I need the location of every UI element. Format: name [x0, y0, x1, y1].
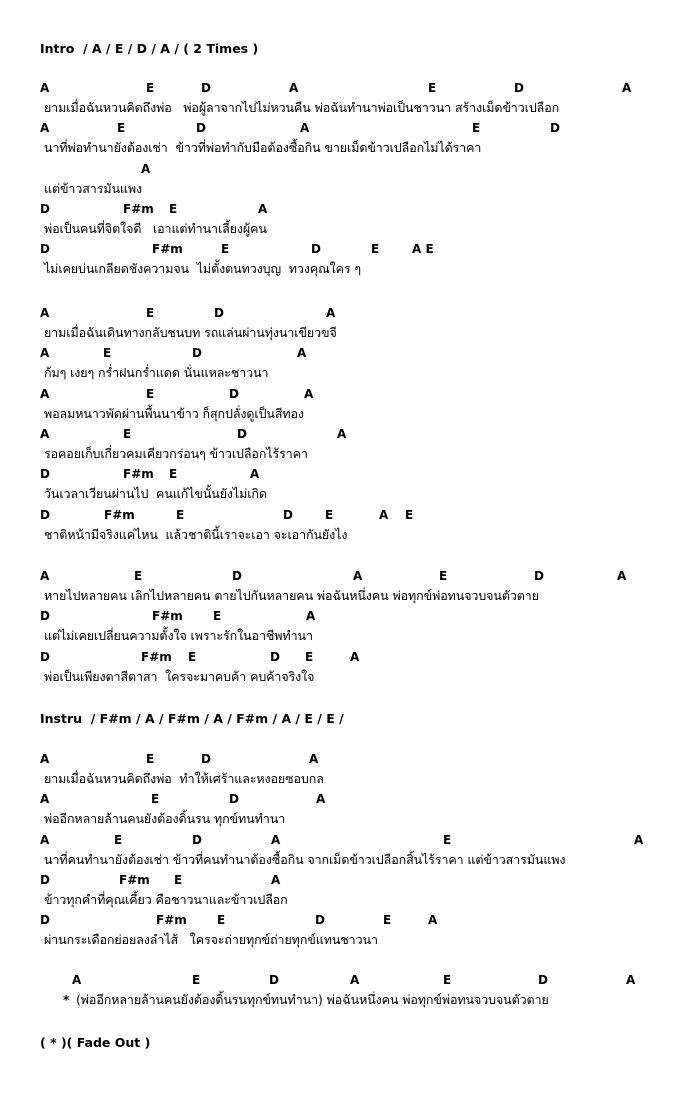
chord: F#m	[141, 650, 172, 664]
lyric-line: (พ่ออีกหลายล้านคนยังต้องดิ้นรนทุกข์ทนทำนา) พ่อฉันหนึ่งคน พ่อทุกข์พ่อทนจวบจนตัวตาย	[76, 992, 549, 1007]
chord: D	[40, 650, 50, 664]
chord: A	[350, 650, 360, 664]
chord: E	[174, 873, 183, 887]
lyric-line: แต่ไม่เคยเปลี่ยนความตั้งใจ เพราะรักในอาชีพทำนา	[44, 628, 313, 643]
chord: D	[283, 508, 293, 522]
chord: E	[221, 242, 230, 256]
chord: A	[40, 569, 50, 583]
chord: A	[40, 346, 50, 360]
chord: E	[428, 81, 437, 95]
chord: E	[146, 81, 155, 95]
lyric-line: รอคอยเก็บเกี่ยวคมเคียวกร่อนๆ ข้าวเปลือกไร้ราคา	[44, 446, 308, 461]
chord: A	[634, 833, 644, 847]
chord: A	[271, 833, 281, 847]
chord: F#m	[119, 873, 150, 887]
chord: F#m	[156, 913, 187, 927]
chord: A	[379, 508, 389, 522]
chord: A	[289, 81, 299, 95]
chord: D	[40, 508, 50, 522]
chord: A	[40, 833, 50, 847]
chord: E	[305, 650, 314, 664]
chord: E	[405, 508, 414, 522]
chord: A	[622, 81, 632, 95]
chord: A	[316, 792, 326, 806]
chord: E	[383, 913, 392, 927]
chord: D	[214, 306, 224, 320]
chord: A	[428, 913, 438, 927]
chord: A	[297, 346, 307, 360]
chord: E	[213, 609, 222, 623]
chord: D	[40, 242, 50, 256]
chord: E	[443, 973, 452, 987]
chord: D	[201, 81, 211, 95]
lyric-line: พ่อเป็นเพียงตาสีตาสา ใครจะมาคบค้า คบค้าจริงใจ	[44, 669, 315, 684]
chord: E	[114, 833, 123, 847]
chord: A E	[412, 242, 434, 256]
chord: D	[40, 873, 50, 887]
chord: D	[538, 973, 548, 987]
lyric-line: ยามเมื่อฉันเดินทางกลับชนบท รถแล่นผ่านทุ่งนาเขียวขจี	[44, 325, 337, 340]
chord: A	[271, 873, 281, 887]
chord: A	[300, 121, 310, 135]
chord: E	[151, 792, 160, 806]
lyric-line: พอลมหนาวพัดผ่านพื้นนาข้าว ก็สุกปลั่งดูเป็นสีทอง	[44, 406, 304, 421]
lyric-line: หายไปหลายคน เลิกไปหลายคน ตายไปกันหลายคน พ่อฉันหนึ่งคน พ่อทุกข์พ่อทนจวบจนตัวตาย	[44, 588, 539, 603]
chord: E	[123, 427, 132, 441]
chord: E	[439, 569, 448, 583]
chord: E	[192, 973, 201, 987]
chord: D	[40, 913, 50, 927]
chord: D	[192, 346, 202, 360]
lyric-line: ผ่านกระเดือกย่อยลงลำไส้ ใครจะถ่ายทุกข์ถ่ายทุกข์แทนชาวนา	[44, 932, 378, 947]
lyric-line: พ่อเป็นคนที่จิตใจดี เอาแต่ทำนาเลี้ยงผู้คน	[44, 221, 267, 236]
chord: D	[311, 242, 321, 256]
instrumental-line: Instru / F#m / A / F#m / A / F#m / A / E / E /	[40, 711, 344, 726]
lyric-line: ชาติหน้ามีจริงแค่ไหน แล้วชาตินี้เราจะเอา จะเอากันยังไง	[44, 527, 348, 542]
chord: D	[40, 609, 50, 623]
lyric-line: พ่ออีกหลายล้านคนยังต้องดิ้นรน ทุกข์ทนทำนา	[44, 811, 286, 826]
fade-out-line: ( * )( Fade Out )	[40, 1035, 151, 1050]
lyric-line: วันเวลาเวียนผ่านไป คนแก้ไขนั้นยังไม่เกิด	[44, 486, 267, 501]
chord: A	[337, 427, 347, 441]
chord: A	[350, 973, 360, 987]
chord: D	[40, 202, 50, 216]
chord: A	[40, 306, 50, 320]
chord: D	[315, 913, 325, 927]
chord: E	[325, 508, 334, 522]
chord: F#m	[152, 242, 183, 256]
chord: D	[229, 387, 239, 401]
chord: D	[192, 833, 202, 847]
chord: E	[188, 650, 197, 664]
chord: D	[550, 121, 560, 135]
chord: E	[117, 121, 126, 135]
chord: A	[40, 121, 50, 135]
chord: E	[443, 833, 452, 847]
chord: D	[514, 81, 524, 95]
chord: E	[146, 752, 155, 766]
chord: E	[103, 346, 112, 360]
chord: A	[306, 609, 316, 623]
chord: E	[176, 508, 185, 522]
chord: E	[371, 242, 380, 256]
lyric-line: ยามเมื่อฉันหวนคิดถึงพ่อ พ่อผู้ลาจากไปไม่หวนคืน พ่อฉันทำนาพ่อเป็นชาวนา สร้างเม็ดข้าวเปลือก	[44, 100, 560, 115]
chord: A	[617, 569, 627, 583]
chord: A	[40, 387, 50, 401]
chord: E	[146, 387, 155, 401]
lyric-line: นาที่พ่อทำนายังต้องเช่า ข้าวที่พ่อทำกับมือต้องซื้อกิน ขายเม็ดข้าวเปลือกไม่ได้ราคา	[44, 140, 482, 155]
intro-line: Intro / A / E / D / A / ( 2 Times )	[40, 41, 259, 56]
chord: A	[72, 973, 82, 987]
chord: A	[258, 202, 268, 216]
chord: D	[229, 792, 239, 806]
chord: D	[196, 121, 206, 135]
chord: A	[304, 387, 314, 401]
chord: D	[534, 569, 544, 583]
chord: F#m	[123, 467, 154, 481]
chord: A	[141, 162, 151, 176]
chord: D	[232, 569, 242, 583]
chord: D	[270, 650, 280, 664]
chord: E	[169, 467, 178, 481]
chord: A	[309, 752, 319, 766]
lyric-line: ยามเมื่อฉันหวนคิดถึงพ่อ ทำให้เศร้าและหงอยซอบกล	[44, 771, 324, 786]
chord: A	[353, 569, 363, 583]
lyric-line: แต่ข้าวสารมันแพง	[44, 181, 143, 196]
chord: E	[169, 202, 178, 216]
chord: A	[40, 752, 50, 766]
chord: E	[472, 121, 481, 135]
lyric-line: ไม่เคยบ่นเกลียดชังความจน ไม่ตั้งตนทวงบุญ ทวงคุณใคร ๆ	[44, 261, 361, 276]
chord: E	[134, 569, 143, 583]
chord: D	[201, 752, 211, 766]
chord: A	[40, 792, 50, 806]
repeat-marker: *	[63, 993, 70, 1007]
chord: E	[146, 306, 155, 320]
lyric-line: ก้มๆ เงยๆ กร่ำฝนกร่ำแดด นั่นแหละชาวนา	[44, 365, 269, 380]
lyric-line: ข้าวทุกคำที่คุณเคี้ยว คือชาวนาและข้าวเปลือก	[44, 892, 288, 907]
chord: A	[40, 427, 50, 441]
lyric-line: นาที่คนทำนายังต้องเช่า ข้าวที่คนทำนาต้องซื้อกิน จากเม็ดข้าวเปลือกสิ้นไร้ราคา แต่ข้าวสารมันแพง	[44, 852, 566, 867]
chord: F#m	[152, 609, 183, 623]
chord: D	[40, 467, 50, 481]
chord: D	[269, 973, 279, 987]
chord: D	[237, 427, 247, 441]
chord: E	[217, 913, 226, 927]
chord: A	[40, 81, 50, 95]
chord: A	[626, 973, 636, 987]
chord: F#m	[123, 202, 154, 216]
chord: A	[326, 306, 336, 320]
chord: A	[250, 467, 260, 481]
chord: F#m	[104, 508, 135, 522]
